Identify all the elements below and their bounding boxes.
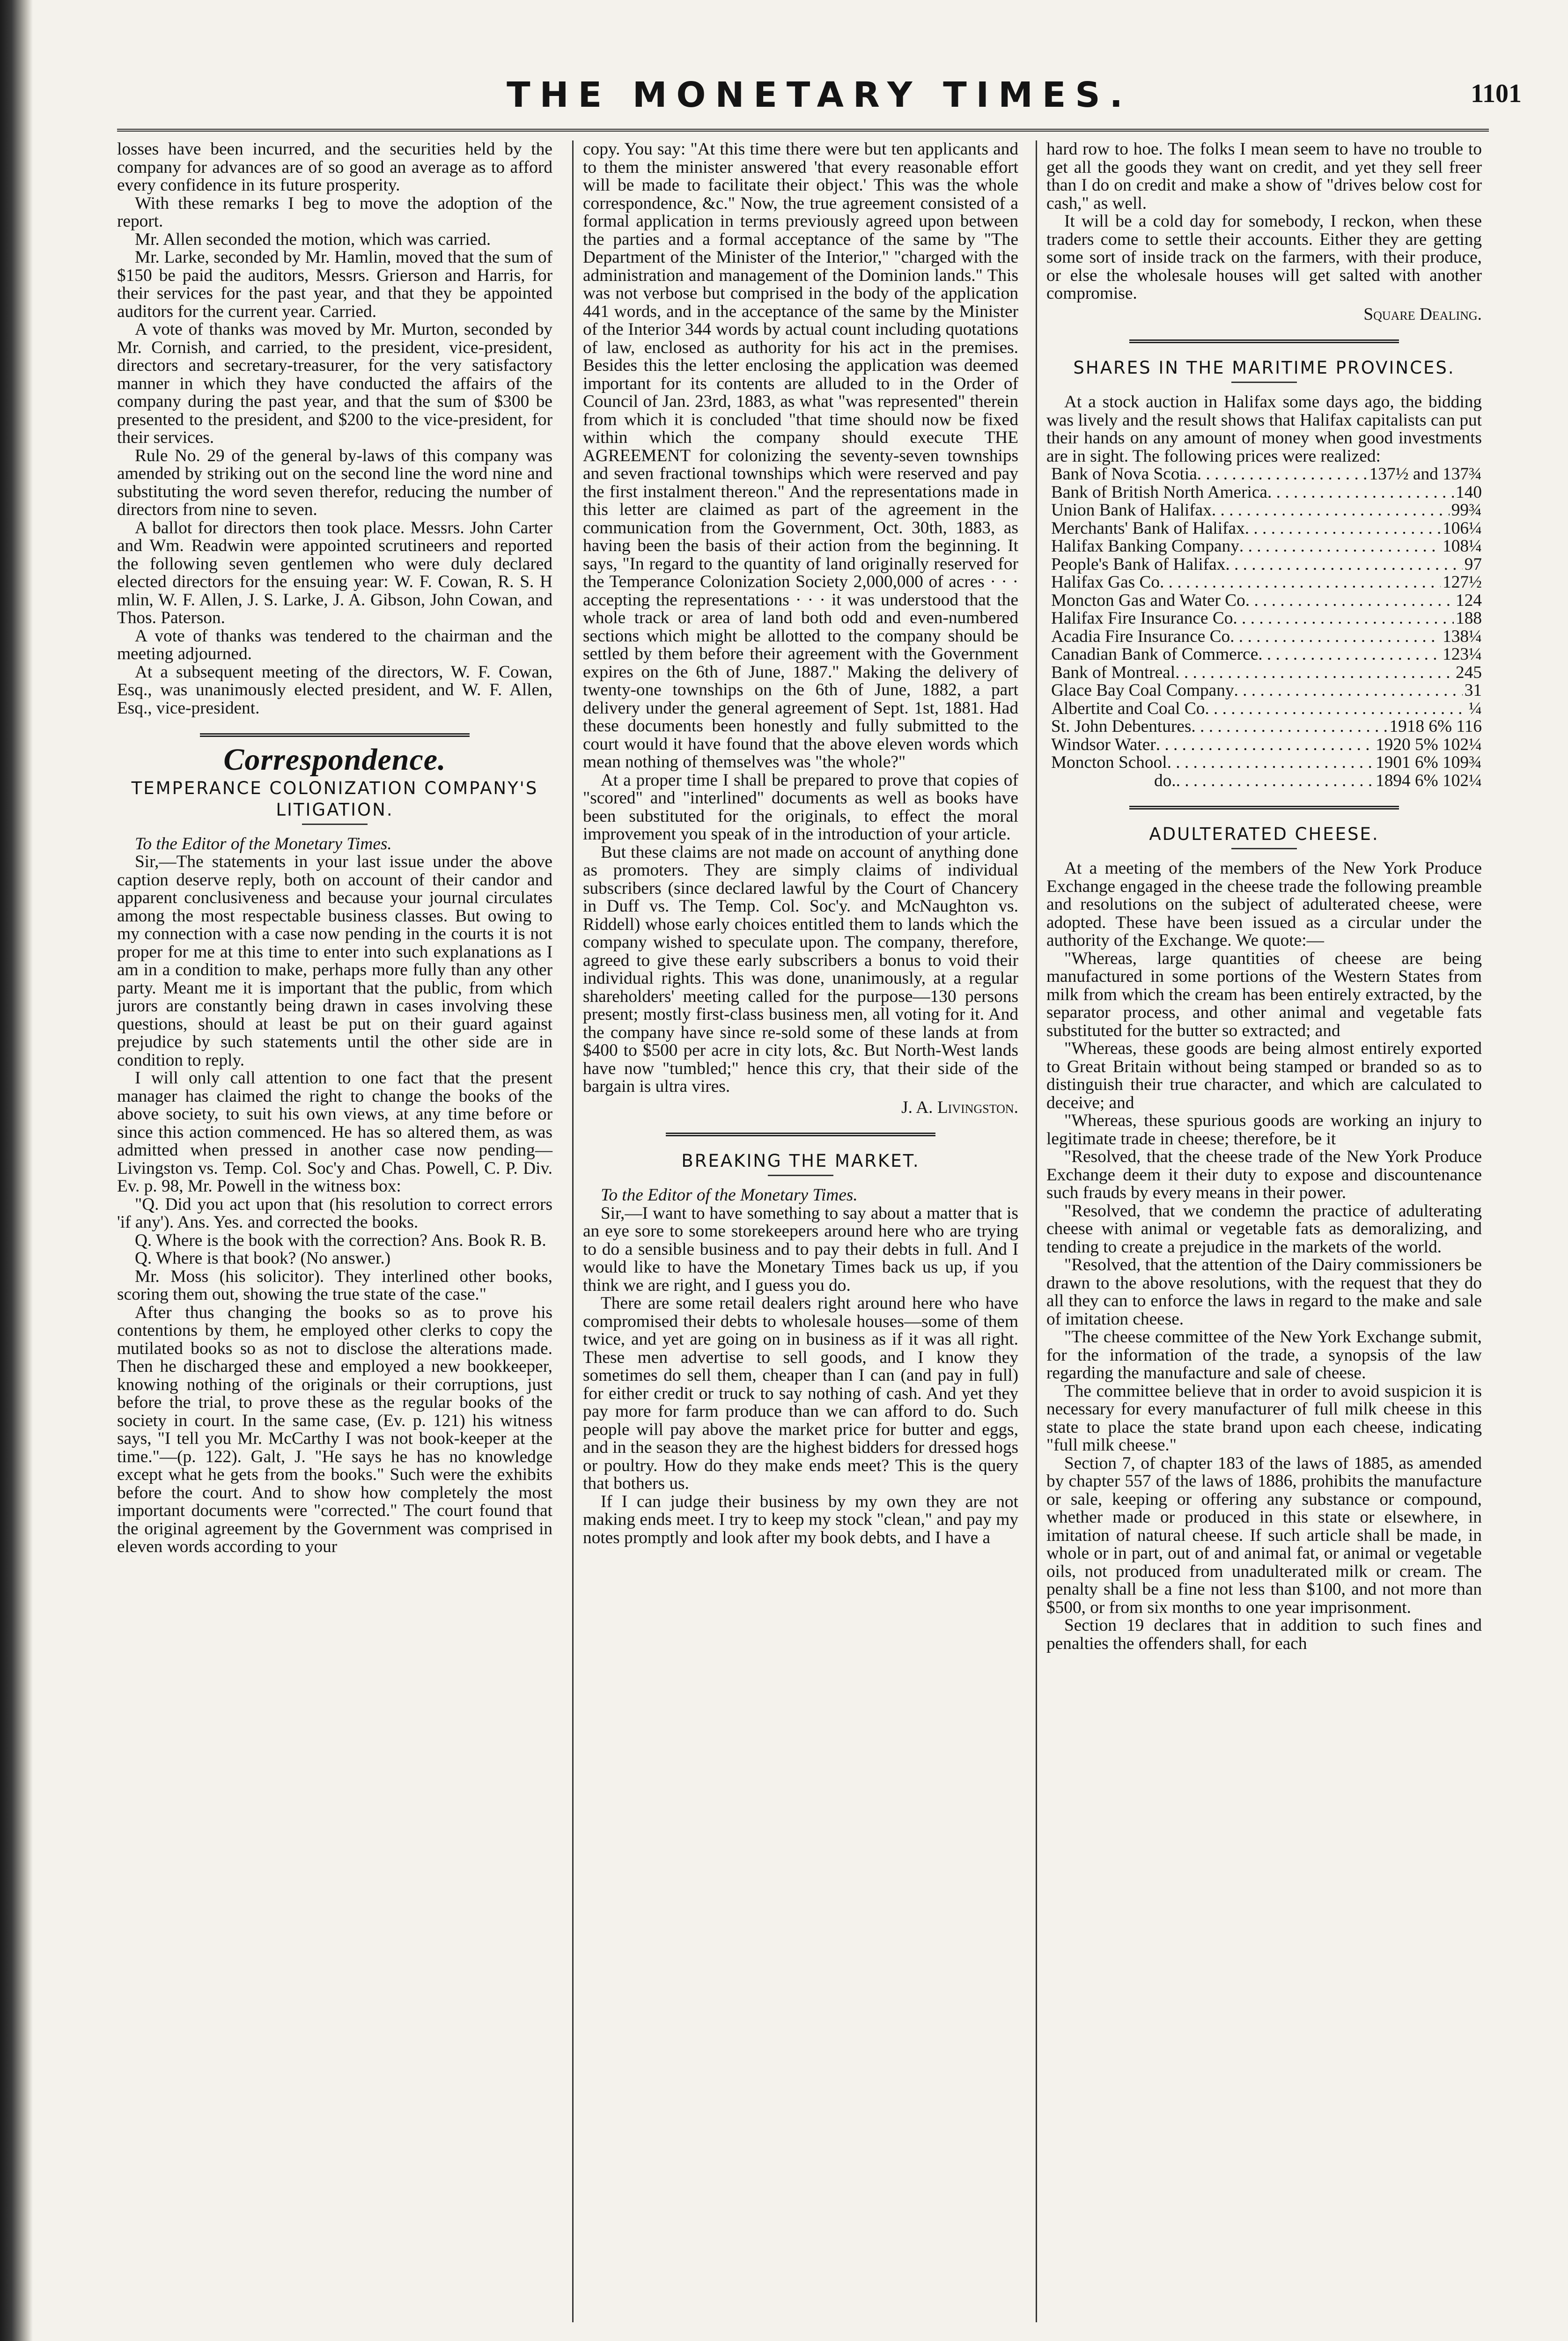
dot-leader [1167, 754, 1374, 772]
share-price: 1918 6% 116 [1389, 717, 1482, 736]
share-row [1051, 484, 1482, 502]
share-price-list [1051, 465, 1482, 790]
share-price: 245 [1456, 663, 1482, 682]
share-price: 31 [1464, 681, 1482, 700]
title-rule [768, 1175, 833, 1176]
dot-leader [1258, 646, 1441, 664]
paragraph: copy. You say: "At this time there were but ten applicants and to them the minister answered 'that every reasonable effort will be made to facilitate their object.' This was the whole correspondence, &c." Now, the true agreement consisted of a formal application in terms previously agreed upon between the parties and a formal acceptance of the same by "The Department of the Minister of the Interior," "charged with the administration and management of the Dominion lands." This was not verbose but comprised in the body of the application 441 words, and in the acceptance of the same by the Minister of the Interior 344 words by actual count including quotations of law, enclosed as authority for his act in the premises. Besides this the letter enclosing the application was deemed important for its contents are alluded to in the Order of Council of Jan. 23rd, 1883, as what "was represented" therein from which it is concluded "that time should now be fixed within which the company should execute THE AGREEMENT for colonizing the seventy-seven townships and seven fractional townships which were reserved and pay the first instalment thereon." And the representations made in this letter are claimed as part of the agreement in the communication from the Government, Oct. 30th, 1883, as having been the basis of their action from the beginning. It says, "In regard to the quantity of land originally reserved for the Temperance Colonization Society 2,000,000 of acres · · · accepting the representations · · · it was understood that the whole track or area of land both odd and even-numbered sections which might be allotted to the company should be settled by them before their agreement with the Government expires on the 6th of June, 1887." Making the delivery of twenty-one townships on the 6th of June, 1882, a part delivery under the general agreement of Sept. 1st, 1881. Had these documents been honestly and fully submitted to the court would it have found that the above eleven words which mean nothing of themselves was "the whole?" [583, 140, 1018, 772]
share-row [1051, 556, 1482, 574]
share-price: 97 [1464, 554, 1482, 574]
share-row [1051, 736, 1482, 754]
share-name: Canadian Bank of Commerce [1051, 645, 1259, 664]
paragraph: Mr. Larke, seconded by Mr. Hamlin, moved that the sum of $150 be paid the auditors, Messrs. Grierson and Harris, for their services for the past year, and that they be appointed auditors for the current year. Carried. [117, 248, 552, 321]
share-row [1051, 628, 1482, 646]
share-name: Union Bank of Halifax [1051, 501, 1212, 520]
page-binding-edge [0, 0, 33, 2341]
salutation: To the Editor of the Monetary Times. [601, 1185, 858, 1205]
paragraph: Q. Where is the book with the correction? Ans. Book R. B. [135, 1230, 546, 1250]
paragraph: "Q. Did you act upon that (his resolution to correct errors 'if any'). Ans. Yes. and corrected the books. [117, 1194, 552, 1232]
article-title: ADULTERATED CHEESE. [1149, 824, 1379, 844]
paragraph: At a subsequent meeting of the directors, W. F. Cowan, Esq., was unanimously elected president, and W. F. Allen, Esq., vice-president. [117, 662, 552, 718]
paragraph: A ballot for directors then took place. Messrs. John Carter and Wm. Readwin were appointed scrutineers and reported the following seven gentlemen who were duly declared elected directors for the ensuing year: W. F. Cowan, R. S. H mlin, W. F. Allen, J. S. Larke, J. A. Gibson, John Cowan, and Thos. Paterson. [117, 518, 552, 627]
dot-leader [1230, 628, 1441, 646]
share-row [1051, 700, 1482, 718]
paragraph: At a stock auction in Halifax some days ago, the bidding was lively and the result shows that Halifax capitalists can put their hands on any amount of money when good investments are in sight. The following prices were realized: [1046, 392, 1482, 466]
share-price: 138¼ [1443, 626, 1482, 646]
paragraph: Mr. Allen seconded the motion, which was carried. [135, 229, 491, 249]
share-row [1051, 520, 1482, 538]
share-price: 108¼ [1443, 537, 1482, 556]
share-price: 1894 6% 102¼ [1376, 771, 1482, 790]
title-rule [302, 824, 368, 825]
share-price: 140 [1456, 482, 1482, 502]
column-left [117, 140, 552, 1556]
column-rule [572, 140, 574, 2322]
share-name: Halifax Gas Co [1051, 573, 1160, 592]
paragraph: Q. Where is that book? (No answer.) [135, 1249, 391, 1268]
share-name: People's Bank of Halifax [1051, 554, 1226, 574]
share-name: St. John Debentures [1051, 717, 1192, 736]
dot-leader [1191, 718, 1387, 736]
dot-leader [1267, 484, 1454, 502]
paragraph: hard row to hoe. The folks I mean seem to have no trouble to get all the goods they want on credit, and yet they sell freer than I do on credit and make a show of "drives below cost for cash," as well. [1046, 140, 1482, 213]
title-rule [1231, 382, 1297, 383]
section-heading-correspondence: Correspondence. [223, 743, 446, 777]
share-price: 124 [1456, 590, 1482, 610]
paragraph: "Resolved, that we condemn the practice of adulterating cheese with animal or vegetable fats as demoralizing, and tending to create a prejudice in the markets of the world. [1046, 1201, 1482, 1257]
paragraph: But these claims are not made on account of anything done as promoters. They are simply claims of individual subscribers (since declared lawful by the Court of Chancery in Duff vs. The Temp. Col. Soc'y. and McNaughton vs. Riddell) whose early choices entitled them to lands which the company wished to speculate upon. The company, therefore, agreed to give these early subscribers a bonus to void their individual rights. This was done, unanimously, at a regular shareholders' meeting called for the purpose—130 persons present; mostly first-class business men, all voting for it. And the company have since re-sold some of these lands at from $400 to $500 per acre in city lots, &c. But North-West lands have now "tumbled;" hence this cry, that their side of the bargain is ultra vires. [583, 842, 1018, 1096]
salutation: To the Editor of the Monetary Times. [135, 834, 392, 854]
section-divider [666, 1133, 936, 1136]
dot-leader [1176, 772, 1374, 790]
column-right [1046, 140, 1482, 1653]
share-name: Bank of Montreal [1051, 663, 1176, 682]
paragraph: After thus changing the books so as to prove his contentions by them, he employed other clerks to copy the mutilated books so as not to disclose the alterations made. Then he discharged these and employed a new bookkeeper, knowing nothing of the originals or their corruptions, just before the trial, to prove these as the regular books of the society in court. In the same case, (Ev. p. 121) his witness says, "I tell you Mr. McCarthy I was not book-keeper at the time."—(p. 122). Galt, J. "He says he has no knowledge except what he gets from the books." Such were the exhibits before the court. And to show how completely the most important documents were "corrected." The court found that the original agreement by the Government was comprised in eleven words according to your [117, 1303, 552, 1556]
dot-leader [1175, 664, 1454, 682]
share-price: 1920 5% 102¼ [1376, 735, 1482, 754]
paragraph: Section 19 declares that in addition to such fines and penalties the offenders shall, for each [1046, 1616, 1482, 1653]
paragraph: I will only call attention to one fact that the present manager has claimed the right to change the books of the above society, to suit his own views, at any time before or since this action commenced. He has so altered them, as was admitted when pressed in another case now pending—Livingston vs. Temp. Col. Soc'y and Chas. Powell, C. P. Div. Ev. p. 98, Mr. Powell in the witness box: [117, 1068, 552, 1196]
share-row [1051, 664, 1482, 682]
paragraph: "Whereas, these goods are being almost entirely exported to Great Britain without being stamped or branded so as to distinguish their true character, and which are calculated to deceive; and [1046, 1039, 1482, 1112]
article-title: BREAKING THE MARKET. [681, 1151, 920, 1171]
share-name: Bank of British North America [1051, 482, 1267, 502]
paragraph: At a meeting of the members of the New York Produce Exchange engaged in the cheese trade the following preamble and resolutions on the subject of adulterated cheese, were adopted. These have been issued as a circular under the authority of the Exchange. We quote:— [1046, 859, 1482, 950]
share-name: Moncton School [1051, 753, 1167, 772]
share-price: 123¼ [1443, 645, 1482, 664]
share-name: Halifax Fire Insurance Co [1051, 609, 1233, 628]
share-row [1051, 646, 1482, 664]
share-row [1051, 465, 1482, 484]
dot-leader [1160, 574, 1441, 592]
dot-leader [1233, 610, 1454, 628]
page-number: 1101 [1471, 79, 1522, 108]
header-rule [117, 129, 1489, 132]
paragraph: If I can judge their business by my own they are not making ends meet. I try to keep my stock "clean," and pay my notes promptly and look after my book debts, and I have a [583, 1492, 1018, 1547]
share-name: Glace Bay Coal Company [1051, 681, 1234, 700]
running-head [117, 66, 1522, 126]
share-name: Moncton Gas and Water Co [1051, 590, 1245, 610]
dot-leader [1239, 537, 1441, 556]
paragraph: Sir,—I want to have something to say about a matter that is an eye sore to some storekeepers around here who are trying to do a sensible business and to pay their debts in full. And I would like to have the Monetary Times back us up, if you think we are right, and I guess you do. [583, 1203, 1018, 1295]
share-name: Merchants' Bank of Halifax [1051, 518, 1245, 538]
share-row [1051, 574, 1482, 592]
paragraph: "Resolved, that the cheese trade of the New York Produce Exchange deem it their duty to expose and discountenance such frauds by every means in their power. [1046, 1147, 1482, 1202]
article-title: SHARES IN THE MARITIME PROVINCES. [1073, 358, 1455, 378]
paragraph: Sir,—The statements in your last issue under the above caption deserve reply, both on account of their candor and apparent conclusiveness and because your journal circulates among the most respectable business classes. But owing to my connection with a case now pending in the courts it is not proper for me at this time to enter into such explanations as I am in a condition to make, perhaps more fully than any other party. Meant me it is important that the public, from which jurors are constantly being drawn in cases involving these questions, should at least be put on their guard against prejudice by such statements until the other side are in condition to reply. [117, 852, 552, 1070]
paragraph: losses have been incurred, and the securities held by the company for advances are of so good an average as to afford every confidence in its future prosperity. [117, 140, 552, 195]
dot-leader [1225, 556, 1462, 574]
paragraph: "Whereas, large quantities of cheese are being manufactured in some portions of the Western States from milk from which the cream has been entirely extracted, by the separator process, and other animal and vegetable fats substituted for the butter so extracted; and [1046, 949, 1482, 1040]
paragraph: The committee believe that in order to avoid suspicion it is necessary for every manufacturer of full milk cheese in this state to place the state brand upon each cheese, indicating "full milk cheese." [1046, 1381, 1482, 1455]
share-name: Albertite and Coal Co [1051, 699, 1205, 718]
share-price: 188 [1456, 609, 1482, 628]
share-row [1051, 592, 1482, 610]
paragraph: Section 7, of chapter 183 of the laws of 1885, as amended by chapter 557 of the laws of 1886, prohibits the manufacture or sale, keeping or offering any substance or compound, whether made or produced in this state or elsewhere, in imitation of natural cheese. If such article shall be made, in whole or in part, out of and animal fat, or animal or vegetable oils, not produced from unadulterated milk or cream. The penalty shall be a fine not less than $100, and not more than $500, or from six months to one year imprisonment. [1046, 1453, 1482, 1617]
share-name: Bank of Nova Scotia [1051, 464, 1197, 484]
column-rule [1036, 140, 1037, 2322]
publication-title: THE MONETARY TIMES. [507, 75, 1132, 115]
dot-leader [1234, 682, 1463, 700]
paragraph: There are some retail dealers right around here who have compromised their debts to wholesale houses—some of them twice, and yet are going on in business as if it was all right. These men advertise to sell goods, and I know they sometimes do sell them, cheaper than I can (and pay in full) for either credit or truck to say nothing of cash. And yet they pay more for farm produce than we can afford to do. Such people will pay above the market price for butter and eggs, and in the season they are the highest bidders for dressed hogs or poultry. How do they make ends meet? This is the query that bothers us. [583, 1294, 1018, 1493]
share-price: 127½ [1443, 573, 1482, 592]
paragraph: A vote of thanks was moved by Mr. Murton, seconded by Mr. Cornish, and carried, to the president, vice-president, directors and secretary-treasurer, for the very satisfactory manner in which they have conducted the affairs of the company during the past year, and that the sum of $300 be presented to the president, and $200 to the vice-president, for their services. [117, 320, 552, 447]
share-row [1051, 501, 1482, 520]
column-middle [583, 140, 1018, 1547]
dot-leader [1245, 520, 1441, 538]
share-price: 1901 6% 109¾ [1376, 753, 1482, 772]
share-row [1051, 610, 1482, 628]
dot-leader [1205, 700, 1467, 718]
share-name: Halifax Banking Company [1051, 537, 1239, 556]
share-row [1051, 754, 1482, 772]
paragraph: "The cheese committee of the New York Exchange submit, for the information of the trade, a synopsis of the law regarding the manufacture and sale of cheese. [1046, 1327, 1482, 1383]
paragraph: With these remarks I beg to move the adoption of the report. [117, 193, 552, 231]
signature: Square Dealing. [1363, 304, 1482, 324]
paragraph: A vote of thanks was tendered to the chairman and the meeting adjourned. [117, 626, 552, 663]
dot-leader [1156, 736, 1374, 754]
dot-leader [1212, 501, 1450, 520]
paragraph: Rule No. 29 of the general by-laws of this company was amended by striking out on the second line the word nine and substituting the word seven therefor, reducing the number of directors from nine to seven. [117, 446, 552, 519]
paragraph: "Resolved, that the attention of the Dairy commissioners be drawn to the above resolutions, with the request that they do all they can to enforce the laws in regard to the make and sale of imitation cheese. [1046, 1255, 1482, 1329]
share-row [1051, 537, 1482, 556]
dot-leader [1245, 592, 1454, 610]
title-rule [1231, 848, 1297, 849]
signature: J. A. Livingston. [901, 1097, 1018, 1117]
paragraph: It will be a cold day for somebody, I reckon, when these traders come to settle their accounts. Either they are getting some sort of inside track on the farmers, with their produce, or else the wholesale houses will get salted with another compromise. [1046, 212, 1482, 303]
share-row [1051, 718, 1482, 736]
share-price: ¼ [1469, 699, 1482, 718]
article-title: TEMPERANCE COLONIZATION COMPANY'S LITIGATION. [131, 778, 538, 820]
section-divider [1129, 806, 1399, 810]
share-name: Acadia Fire Insurance Co [1051, 626, 1230, 646]
share-price: 137½ and 137¾ [1369, 464, 1482, 484]
share-name: Windsor Water [1051, 735, 1156, 754]
paragraph: Mr. Moss (his solicitor). They interlined other books, scoring them out, showing the true state of the case." [117, 1266, 552, 1304]
section-divider [1129, 339, 1399, 343]
share-price: 106¼ [1443, 518, 1482, 538]
dot-leader [1197, 465, 1368, 484]
share-row [1051, 772, 1482, 790]
share-price: 99¾ [1451, 501, 1482, 520]
share-name: do. [1154, 771, 1176, 790]
paragraph: "Whereas, these spurious goods are working an injury to legitimate trade in cheese; therefore, be it [1046, 1111, 1482, 1148]
share-row [1051, 682, 1482, 700]
paragraph: At a proper time I shall be prepared to prove that copies of "scored" and "interlined" documents as well as books have been substituted for the originals, to effect the moral improvement you speak of in the introduction of your article. [583, 770, 1018, 844]
section-divider [200, 733, 470, 737]
